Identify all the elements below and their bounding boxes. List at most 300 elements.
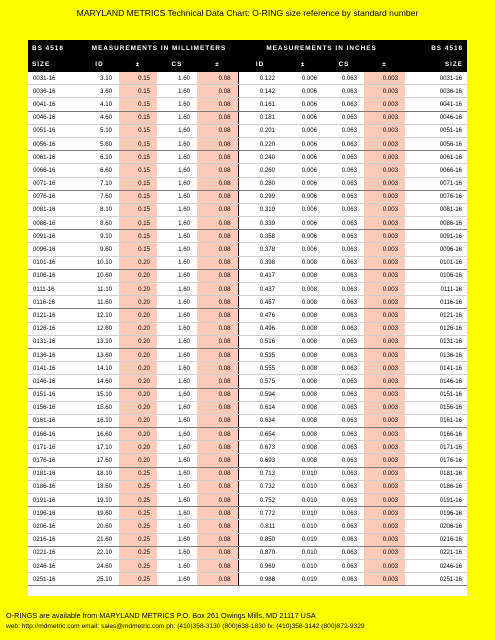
mm-id-tolerance: 0.20 <box>119 428 157 441</box>
mm-id: 9.60 <box>80 243 119 256</box>
inch-cs-tolerance: 0.003 <box>364 164 405 177</box>
mm-id-tolerance: 0.25 <box>119 494 157 507</box>
mm-cs: 1.60 <box>157 164 197 177</box>
table-body <box>28 72 467 586</box>
table-row <box>28 441 467 454</box>
inch-id-tolerance: 0.008 <box>282 414 324 427</box>
bs4518-size-left: 0101-16 <box>28 256 80 269</box>
mm-id-tolerance: 0.25 <box>119 559 157 572</box>
bs4518-size-left: 0251-16 <box>28 573 80 586</box>
table-row <box>28 388 467 401</box>
bs4518-size-right: 0181-16 <box>405 467 467 480</box>
mm-id-tolerance: 0.20 <box>119 335 157 348</box>
mm-id: 10.10 <box>80 256 119 269</box>
bs4518-size-right: 0121-16 <box>405 309 467 322</box>
inch-cs-tolerance: 0.003 <box>364 177 405 190</box>
inch-cs: 0.063 <box>324 388 364 401</box>
mm-cs: 1.60 <box>157 243 197 256</box>
inch-id-tolerance: 0.006 <box>282 243 324 256</box>
mm-id-tolerance: 0.20 <box>119 388 157 401</box>
mm-cs: 1.60 <box>157 480 197 493</box>
inch-id: 0.417 <box>238 269 282 282</box>
inch-cs: 0.063 <box>324 85 364 98</box>
inch-cs-tolerance: 0.003 <box>364 533 405 546</box>
mm-id-tolerance: 0.20 <box>119 296 157 309</box>
table-row <box>28 559 467 572</box>
inch-cs-tolerance: 0.003 <box>364 520 405 533</box>
mm-id: 5.10 <box>80 124 119 137</box>
bs4518-size-left: 0216-16 <box>28 533 80 546</box>
mm-cs-tolerance: 0.08 <box>197 414 238 427</box>
inch-id: 0.535 <box>238 348 282 361</box>
mm-id-tolerance: 0.20 <box>119 401 157 414</box>
table-row <box>28 296 467 309</box>
mm-cs-tolerance: 0.08 <box>197 335 238 348</box>
inch-cs: 0.063 <box>324 480 364 493</box>
mm-cs-tolerance: 0.08 <box>197 494 238 507</box>
mm-cs: 1.60 <box>157 72 197 85</box>
inch-cs: 0.063 <box>324 467 364 480</box>
bs4518-size-right: 0051-16 <box>405 124 467 137</box>
inch-cs: 0.063 <box>324 441 364 454</box>
bs4518-size-right: 0126-16 <box>405 322 467 335</box>
table-row <box>28 375 467 388</box>
table-row <box>28 414 467 427</box>
mm-cs-tolerance: 0.08 <box>197 190 238 203</box>
inch-id: 0.201 <box>238 124 282 137</box>
mm-cs: 1.60 <box>157 85 197 98</box>
inch-id: 0.673 <box>238 441 282 454</box>
inch-id: 0.870 <box>238 546 282 559</box>
mm-cs-tolerance: 0.08 <box>197 546 238 559</box>
bs4518-size-left: 0156-16 <box>28 401 80 414</box>
oring-size-table <box>28 40 467 586</box>
inch-cs: 0.063 <box>324 98 364 111</box>
table-row <box>28 309 467 322</box>
inch-id-tolerance: 0.008 <box>282 309 324 322</box>
mm-id: 11.10 <box>80 283 119 296</box>
mm-cs-tolerance: 0.08 <box>197 573 238 586</box>
inch-cs-tolerance: 0.003 <box>364 507 405 520</box>
mm-id: 7.60 <box>80 190 119 203</box>
mm-id: 8.10 <box>80 203 119 216</box>
table-row <box>28 164 467 177</box>
bs4518-size-right: 0246-16 <box>405 559 467 572</box>
inch-id: 0.634 <box>238 414 282 427</box>
mm-cs: 1.60 <box>157 98 197 111</box>
mm-id: 17.10 <box>80 441 119 454</box>
bs4518-size-right: 0136-16 <box>405 348 467 361</box>
inch-cs-tolerance: 0.003 <box>364 151 405 164</box>
inch-cs-tolerance: 0.003 <box>364 494 405 507</box>
bs4518-size-right: 0056-16 <box>405 137 467 150</box>
bs4518-size-right: 0171-16 <box>405 441 467 454</box>
mm-id: 13.60 <box>80 348 119 361</box>
mm-id-tolerance-header: ± <box>119 56 157 72</box>
mm-id-tolerance: 0.25 <box>119 533 157 546</box>
bs4518-size-right: 0151-16 <box>405 388 467 401</box>
inch-cs-tolerance: 0.003 <box>364 111 405 124</box>
inch-id: 0.732 <box>238 480 282 493</box>
table-row <box>28 507 467 520</box>
mm-id-header: ID <box>80 56 119 72</box>
table-row <box>28 335 467 348</box>
inch-cs: 0.063 <box>324 190 364 203</box>
inch-cs-tolerance: 0.003 <box>364 375 405 388</box>
inch-id: 0.516 <box>238 335 282 348</box>
inch-id: 0.122 <box>238 72 282 85</box>
bs4518-size-left: 0191-16 <box>28 494 80 507</box>
header-row-groups <box>28 40 467 56</box>
inch-id-tolerance: 0.008 <box>282 283 324 296</box>
mm-cs-tolerance: 0.08 <box>197 137 238 150</box>
page-title: MARYLAND METRICS Technical Data Chart: O-RING size reference by standard number <box>76 8 419 18</box>
inch-cs-tolerance: 0.003 <box>364 309 405 322</box>
inch-cs-tolerance: 0.003 <box>364 269 405 282</box>
footer-contact-line: web: http://mdmetric.com email: sales@mdmetric.com ph: (410)358-3130 (800)638-1830 fx: (410)358-3142 (800)872-9329 <box>6 623 365 630</box>
inch-cs: 0.063 <box>324 217 364 230</box>
bs4518-size-left: 0171-16 <box>28 441 80 454</box>
mm-id: 9.10 <box>80 230 119 243</box>
inch-cs-tolerance: 0.003 <box>364 573 405 586</box>
mm-id: 7.10 <box>80 177 119 190</box>
bs4518-size-right: 0216-16 <box>405 533 467 546</box>
inch-cs: 0.063 <box>324 177 364 190</box>
inch-id-tolerance: 0.008 <box>282 428 324 441</box>
inch-id-tolerance: 0.006 <box>282 177 324 190</box>
mm-id: 24.60 <box>80 559 119 572</box>
inch-id: 0.693 <box>238 454 282 467</box>
inch-cs-tolerance: 0.003 <box>364 243 405 256</box>
table-row <box>28 72 467 85</box>
inch-cs-tolerance: 0.003 <box>364 335 405 348</box>
bs4518-size-left: 0031-16 <box>28 72 80 85</box>
mm-id: 11.60 <box>80 296 119 309</box>
mm-id: 6.10 <box>80 151 119 164</box>
inch-cs: 0.063 <box>324 230 364 243</box>
oring-data-table-sheet <box>28 40 467 596</box>
inch-id: 0.555 <box>238 362 282 375</box>
inch-cs: 0.063 <box>324 296 364 309</box>
table-row <box>28 520 467 533</box>
mm-id-tolerance: 0.25 <box>119 573 157 586</box>
mm-id: 15.10 <box>80 388 119 401</box>
inch-id: 0.614 <box>238 401 282 414</box>
mm-id: 21.60 <box>80 533 119 546</box>
inch-id: 0.339 <box>238 217 282 230</box>
mm-cs-tolerance: 0.08 <box>197 111 238 124</box>
mm-cs-tolerance-header: ± <box>197 56 238 72</box>
mm-cs-tolerance: 0.08 <box>197 480 238 493</box>
inch-cs-tolerance: 0.003 <box>364 441 405 454</box>
mm-id: 4.60 <box>80 111 119 124</box>
inch-cs-tolerance: 0.003 <box>364 454 405 467</box>
bs4518-size-right: 0046-16 <box>405 111 467 124</box>
inch-cs-tolerance-header: ± <box>364 56 405 72</box>
inch-id: 0.280 <box>238 177 282 190</box>
inch-id-tolerance: 0.008 <box>282 322 324 335</box>
mm-id-tolerance: 0.20 <box>119 414 157 427</box>
mm-cs: 1.60 <box>157 283 197 296</box>
table-row <box>28 269 467 282</box>
bs4518-size-right: 0206-16 <box>405 520 467 533</box>
mm-id-tolerance: 0.25 <box>119 546 157 559</box>
mm-id: 12.60 <box>80 322 119 335</box>
mm-cs: 1.60 <box>157 203 197 216</box>
mm-cs: 1.60 <box>157 296 197 309</box>
inch-id: 0.476 <box>238 309 282 322</box>
bs4518-size-right: 0196-16 <box>405 507 467 520</box>
mm-id-tolerance: 0.15 <box>119 164 157 177</box>
mm-cs: 1.60 <box>157 348 197 361</box>
mm-cs-tolerance: 0.08 <box>197 362 238 375</box>
inch-id: 0.260 <box>238 164 282 177</box>
bs4518-size-left: 0071-16 <box>28 177 80 190</box>
inch-id-tolerance: 0.006 <box>282 190 324 203</box>
table-row <box>28 256 467 269</box>
inch-cs: 0.063 <box>324 164 364 177</box>
footer <box>6 610 365 632</box>
mm-cs-tolerance: 0.08 <box>197 243 238 256</box>
inch-cs-tolerance: 0.003 <box>364 217 405 230</box>
inch-cs: 0.063 <box>324 546 364 559</box>
bs4518-size-right: 0191-16 <box>405 494 467 507</box>
inch-id-tolerance: 0.008 <box>282 256 324 269</box>
inch-id: 0.220 <box>238 137 282 150</box>
mm-cs: 1.60 <box>157 573 197 586</box>
mm-cs: 1.60 <box>157 190 197 203</box>
mm-id: 25.10 <box>80 573 119 586</box>
left-size-header-top: BS 4518 <box>28 40 80 56</box>
inch-cs: 0.063 <box>324 137 364 150</box>
mm-cs-tolerance: 0.08 <box>197 454 238 467</box>
mm-cs: 1.60 <box>157 137 197 150</box>
mm-cs-tolerance: 0.08 <box>197 322 238 335</box>
mm-cs-tolerance: 0.08 <box>197 348 238 361</box>
mm-id-tolerance: 0.15 <box>119 151 157 164</box>
inch-cs-tolerance: 0.003 <box>364 137 405 150</box>
inch-id-tolerance: 0.008 <box>282 375 324 388</box>
table-row <box>28 322 467 335</box>
bs4518-size-left: 0056-16 <box>28 137 80 150</box>
mm-id-tolerance: 0.20 <box>119 309 157 322</box>
table-row <box>28 243 467 256</box>
inch-id-tolerance: 0.010 <box>282 559 324 572</box>
bs4518-size-right: 0106-16 <box>405 269 467 282</box>
table-row <box>28 533 467 546</box>
inch-id-tolerance: 0.010 <box>282 546 324 559</box>
mm-cs-tolerance: 0.08 <box>197 388 238 401</box>
mm-id: 14.60 <box>80 375 119 388</box>
mm-cs: 1.60 <box>157 428 197 441</box>
table-row <box>28 203 467 216</box>
inch-id-tolerance: 0.010 <box>282 520 324 533</box>
mm-cs-tolerance: 0.08 <box>197 507 238 520</box>
inch-id-tolerance: 0.006 <box>282 203 324 216</box>
inch-cs-tolerance: 0.003 <box>364 348 405 361</box>
bs4518-size-right: 0116-16 <box>405 296 467 309</box>
mm-id: 8.60 <box>80 217 119 230</box>
inch-id-tolerance: 0.010 <box>282 494 324 507</box>
mm-id: 3.10 <box>80 72 119 85</box>
bs4518-size-right: 0141-16 <box>405 362 467 375</box>
bs4518-size-right: 0081-16 <box>405 203 467 216</box>
bs4518-size-left: 0221-16 <box>28 546 80 559</box>
table-row <box>28 230 467 243</box>
bs4518-size-right: 0061-16 <box>405 151 467 164</box>
mm-id: 3.60 <box>80 85 119 98</box>
bs4518-size-left: 0161-16 <box>28 414 80 427</box>
mm-id: 16.60 <box>80 428 119 441</box>
table-row <box>28 573 467 586</box>
inch-cs: 0.063 <box>324 111 364 124</box>
mm-id-tolerance: 0.15 <box>119 137 157 150</box>
bs4518-size-right: 0111-16 <box>405 283 467 296</box>
bs4518-size-right: 0251-16 <box>405 573 467 586</box>
table-row <box>28 124 467 137</box>
inch-id: 0.969 <box>238 559 282 572</box>
mm-id-tolerance: 0.20 <box>119 256 157 269</box>
bs4518-size-left: 0131-16 <box>28 335 80 348</box>
bs4518-size-left: 0106-16 <box>28 269 80 282</box>
table-row <box>28 428 467 441</box>
bs4518-size-right: 0221-16 <box>405 546 467 559</box>
inch-id-tolerance: 0.010 <box>282 573 324 586</box>
mm-id-tolerance: 0.15 <box>119 203 157 216</box>
inch-cs-tolerance: 0.003 <box>364 546 405 559</box>
mm-cs-tolerance: 0.08 <box>197 467 238 480</box>
inch-id-tolerance-header: ± <box>282 56 324 72</box>
right-size-header-top: BS 4518 <box>405 40 467 56</box>
bs4518-size-left: 0166-16 <box>28 428 80 441</box>
bs4518-size-left: 0146-16 <box>28 375 80 388</box>
inch-id: 0.398 <box>238 256 282 269</box>
table-row <box>28 283 467 296</box>
inch-id-header: ID <box>238 56 282 72</box>
bs4518-size-left: 0206-16 <box>28 520 80 533</box>
inch-id-tolerance: 0.008 <box>282 362 324 375</box>
mm-cs-tolerance: 0.08 <box>197 533 238 546</box>
table-row <box>28 177 467 190</box>
inch-id: 0.142 <box>238 85 282 98</box>
mm-cs: 1.60 <box>157 494 197 507</box>
mm-id-tolerance: 0.15 <box>119 98 157 111</box>
inch-cs: 0.063 <box>324 559 364 572</box>
inch-cs: 0.063 <box>324 283 364 296</box>
mm-cs-tolerance: 0.08 <box>197 85 238 98</box>
table-row <box>28 362 467 375</box>
mm-cs: 1.60 <box>157 559 197 572</box>
table-row <box>28 98 467 111</box>
inch-id-tolerance: 0.006 <box>282 164 324 177</box>
inch-id: 0.811 <box>238 520 282 533</box>
inch-cs-tolerance: 0.003 <box>364 428 405 441</box>
mm-cs: 1.60 <box>157 256 197 269</box>
inch-id-tolerance: 0.006 <box>282 230 324 243</box>
mm-cs-tolerance: 0.08 <box>197 230 238 243</box>
inch-id-tolerance: 0.008 <box>282 454 324 467</box>
table-row <box>28 111 467 124</box>
inch-cs-tolerance: 0.003 <box>364 480 405 493</box>
inch-id: 0.496 <box>238 322 282 335</box>
mm-cs-tolerance: 0.08 <box>197 401 238 414</box>
inch-id-tolerance: 0.006 <box>282 85 324 98</box>
inch-cs-tolerance: 0.003 <box>364 283 405 296</box>
inch-cs: 0.063 <box>324 573 364 586</box>
inch-id-tolerance: 0.008 <box>282 335 324 348</box>
inch-id-tolerance: 0.008 <box>282 441 324 454</box>
inch-id: 0.240 <box>238 151 282 164</box>
mm-id-tolerance: 0.20 <box>119 269 157 282</box>
inch-cs: 0.063 <box>324 348 364 361</box>
mm-cs: 1.60 <box>157 533 197 546</box>
bs4518-size-right: 0031-16 <box>405 72 467 85</box>
table-row <box>28 137 467 150</box>
inch-id-tolerance: 0.006 <box>282 72 324 85</box>
mm-id-tolerance: 0.15 <box>119 217 157 230</box>
bs4518-size-right: 0096-16 <box>405 243 467 256</box>
bs4518-size-right: 0166-16 <box>405 428 467 441</box>
mm-id-tolerance: 0.20 <box>119 283 157 296</box>
inch-id: 0.575 <box>238 375 282 388</box>
bs4518-size-left: 0076-16 <box>28 190 80 203</box>
mm-id-tolerance: 0.15 <box>119 111 157 124</box>
mm-cs-tolerance: 0.08 <box>197 217 238 230</box>
mm-cs: 1.60 <box>157 546 197 559</box>
mm-id: 20.60 <box>80 520 119 533</box>
mm-cs: 1.60 <box>157 362 197 375</box>
inch-id: 0.654 <box>238 428 282 441</box>
inch-cs-tolerance: 0.003 <box>364 388 405 401</box>
inch-id-tolerance: 0.010 <box>282 507 324 520</box>
inch-id-tolerance: 0.006 <box>282 217 324 230</box>
mm-id-tolerance: 0.15 <box>119 177 157 190</box>
table-row <box>28 85 467 98</box>
bs4518-size-left: 0046-16 <box>28 111 80 124</box>
mm-cs: 1.60 <box>157 467 197 480</box>
table-row <box>28 454 467 467</box>
inch-id: 0.752 <box>238 494 282 507</box>
inch-cs: 0.063 <box>324 124 364 137</box>
table-row <box>28 467 467 480</box>
bs4518-size-left: 0111-16 <box>28 283 80 296</box>
mm-cs-tolerance: 0.08 <box>197 296 238 309</box>
mm-id: 4.10 <box>80 98 119 111</box>
table-row <box>28 217 467 230</box>
mm-id: 19.10 <box>80 494 119 507</box>
inch-id-tolerance: 0.006 <box>282 124 324 137</box>
bs4518-size-right: 0161-16 <box>405 414 467 427</box>
mm-cs-tolerance: 0.08 <box>197 441 238 454</box>
bs4518-size-right: 0131-16 <box>405 335 467 348</box>
table-row <box>28 401 467 414</box>
inch-cs: 0.063 <box>324 203 364 216</box>
inch-id: 0.358 <box>238 230 282 243</box>
inch-id-tolerance: 0.008 <box>282 401 324 414</box>
mm-cs: 1.60 <box>157 322 197 335</box>
mm-cs: 1.60 <box>157 111 197 124</box>
mm-id-tolerance: 0.15 <box>119 243 157 256</box>
inch-cs: 0.063 <box>324 335 364 348</box>
mm-cs-tolerance: 0.08 <box>197 203 238 216</box>
inch-cs-tolerance: 0.003 <box>364 98 405 111</box>
inch-id: 0.850 <box>238 533 282 546</box>
bs4518-size-left: 0136-16 <box>28 348 80 361</box>
mm-cs: 1.60 <box>157 217 197 230</box>
mm-id: 22.10 <box>80 546 119 559</box>
mm-cs: 1.60 <box>157 151 197 164</box>
inch-id: 0.988 <box>238 573 282 586</box>
